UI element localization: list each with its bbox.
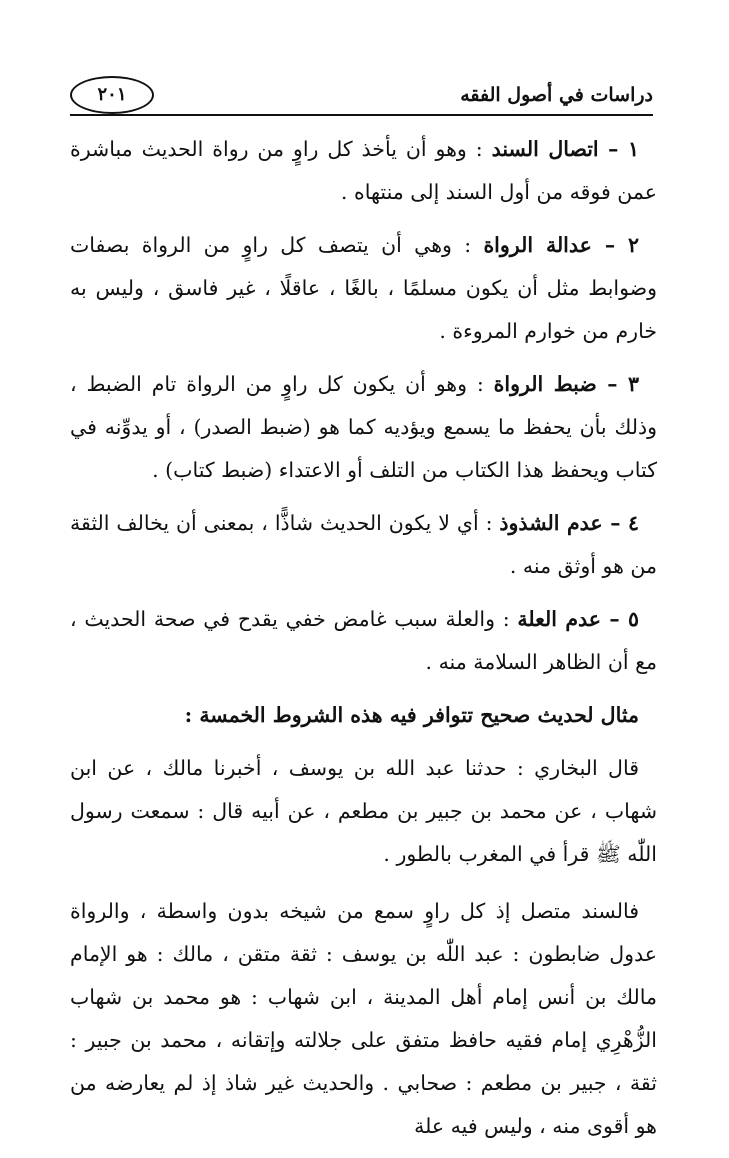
page-number: ٢٠١ bbox=[70, 76, 154, 114]
condition-paragraph-3 bbox=[70, 363, 657, 492]
condition-text: : والعلة سبب غامض خفي يقدح في صحة الحديث ، مع أن الظاهر السلامة منه . bbox=[70, 607, 657, 674]
page-header bbox=[70, 70, 653, 116]
condition-term: عدم الشذوذ bbox=[499, 511, 603, 535]
condition-paragraph-2 bbox=[70, 224, 657, 353]
condition-text: : أي لا يكون الحديث شاذًّا ، بمعنى أن يخالف الثقة من هو أوثق منه . bbox=[70, 511, 657, 578]
hadith-paragraph: قال البخاري : حدثنا عبد الله بن يوسف ، أخبرنا مالك ، عن ابن شهاب ، عن محمد بن جبير بن مطعم ، عن أبيه قال : سمعت رسول اللّٰه ﷺ قرأ في المغرب بالطور . bbox=[70, 756, 657, 866]
condition-paragraph-5 bbox=[70, 598, 657, 684]
analysis-paragraph: فالسند متصل إذ كل راوٍ سمع من شيخه بدون واسطة ، والرواة عدول ضابطون : عبد اللّٰه بن يوسف : ثقة متقن ، مالك : هو الإمام مالك بن أنس إمام أهل المدينة ، ابن شهاب : هو محمد بن شهاب الزُّهْرِي إمام فقيه حافظ متفق على جلالته وإتقانه ، محمد بن جبير : ثقة ، جبير بن مطعم : صحابي . والحديث غير شاذ إذ لم يعارضه من هو أقوى منه ، وليس فيه علة bbox=[70, 899, 657, 1138]
header-rule bbox=[70, 114, 653, 116]
condition-number: ٢ – bbox=[591, 233, 640, 257]
condition-number: ٤ – bbox=[602, 511, 640, 535]
condition-paragraph-4 bbox=[70, 502, 657, 588]
condition-number: ٥ – bbox=[601, 607, 639, 631]
page-body bbox=[70, 128, 657, 1158]
condition-text: : وهي أن يتصف كل راوٍ من الرواة بصفات وضوابط مثل أن يكون مسلمًا ، بالغًا ، عاقلًا ، غير فاسق ، وليس به خارم من خوارم المروءة . bbox=[70, 233, 657, 343]
condition-number: ٣ – bbox=[596, 372, 640, 396]
condition-term: عدالة الرواة bbox=[483, 233, 592, 257]
condition-text: : وهو أن يكون كل راوٍ من الرواة تام الضبط ، وذلك بأن يحفظ ما يسمع ويؤديه كما هو (ضبط الصدر) ، أو يدوِّنه في كتاب ويحفظ هذا الكتاب من التلف أو الاعتداء (ضبط كتاب) . bbox=[70, 372, 657, 482]
condition-number: ١ – bbox=[598, 137, 639, 161]
condition-term: اتصال السند bbox=[491, 137, 599, 161]
condition-term: عدم العلة bbox=[517, 607, 602, 631]
example-heading: مثال لحديث صحيح تتوافر فيه هذه الشروط الخمسة : bbox=[184, 703, 639, 727]
condition-term: ضبط الرواة bbox=[493, 372, 597, 396]
condition-paragraph-1 bbox=[70, 128, 657, 214]
running-title: دراسات في أصول الفقه bbox=[460, 84, 653, 106]
condition-text: : وهو أن يأخذ كل راوٍ من رواة الحديث مباشرة عمن فوقه من أول السند إلى منتهاه . bbox=[70, 137, 657, 204]
